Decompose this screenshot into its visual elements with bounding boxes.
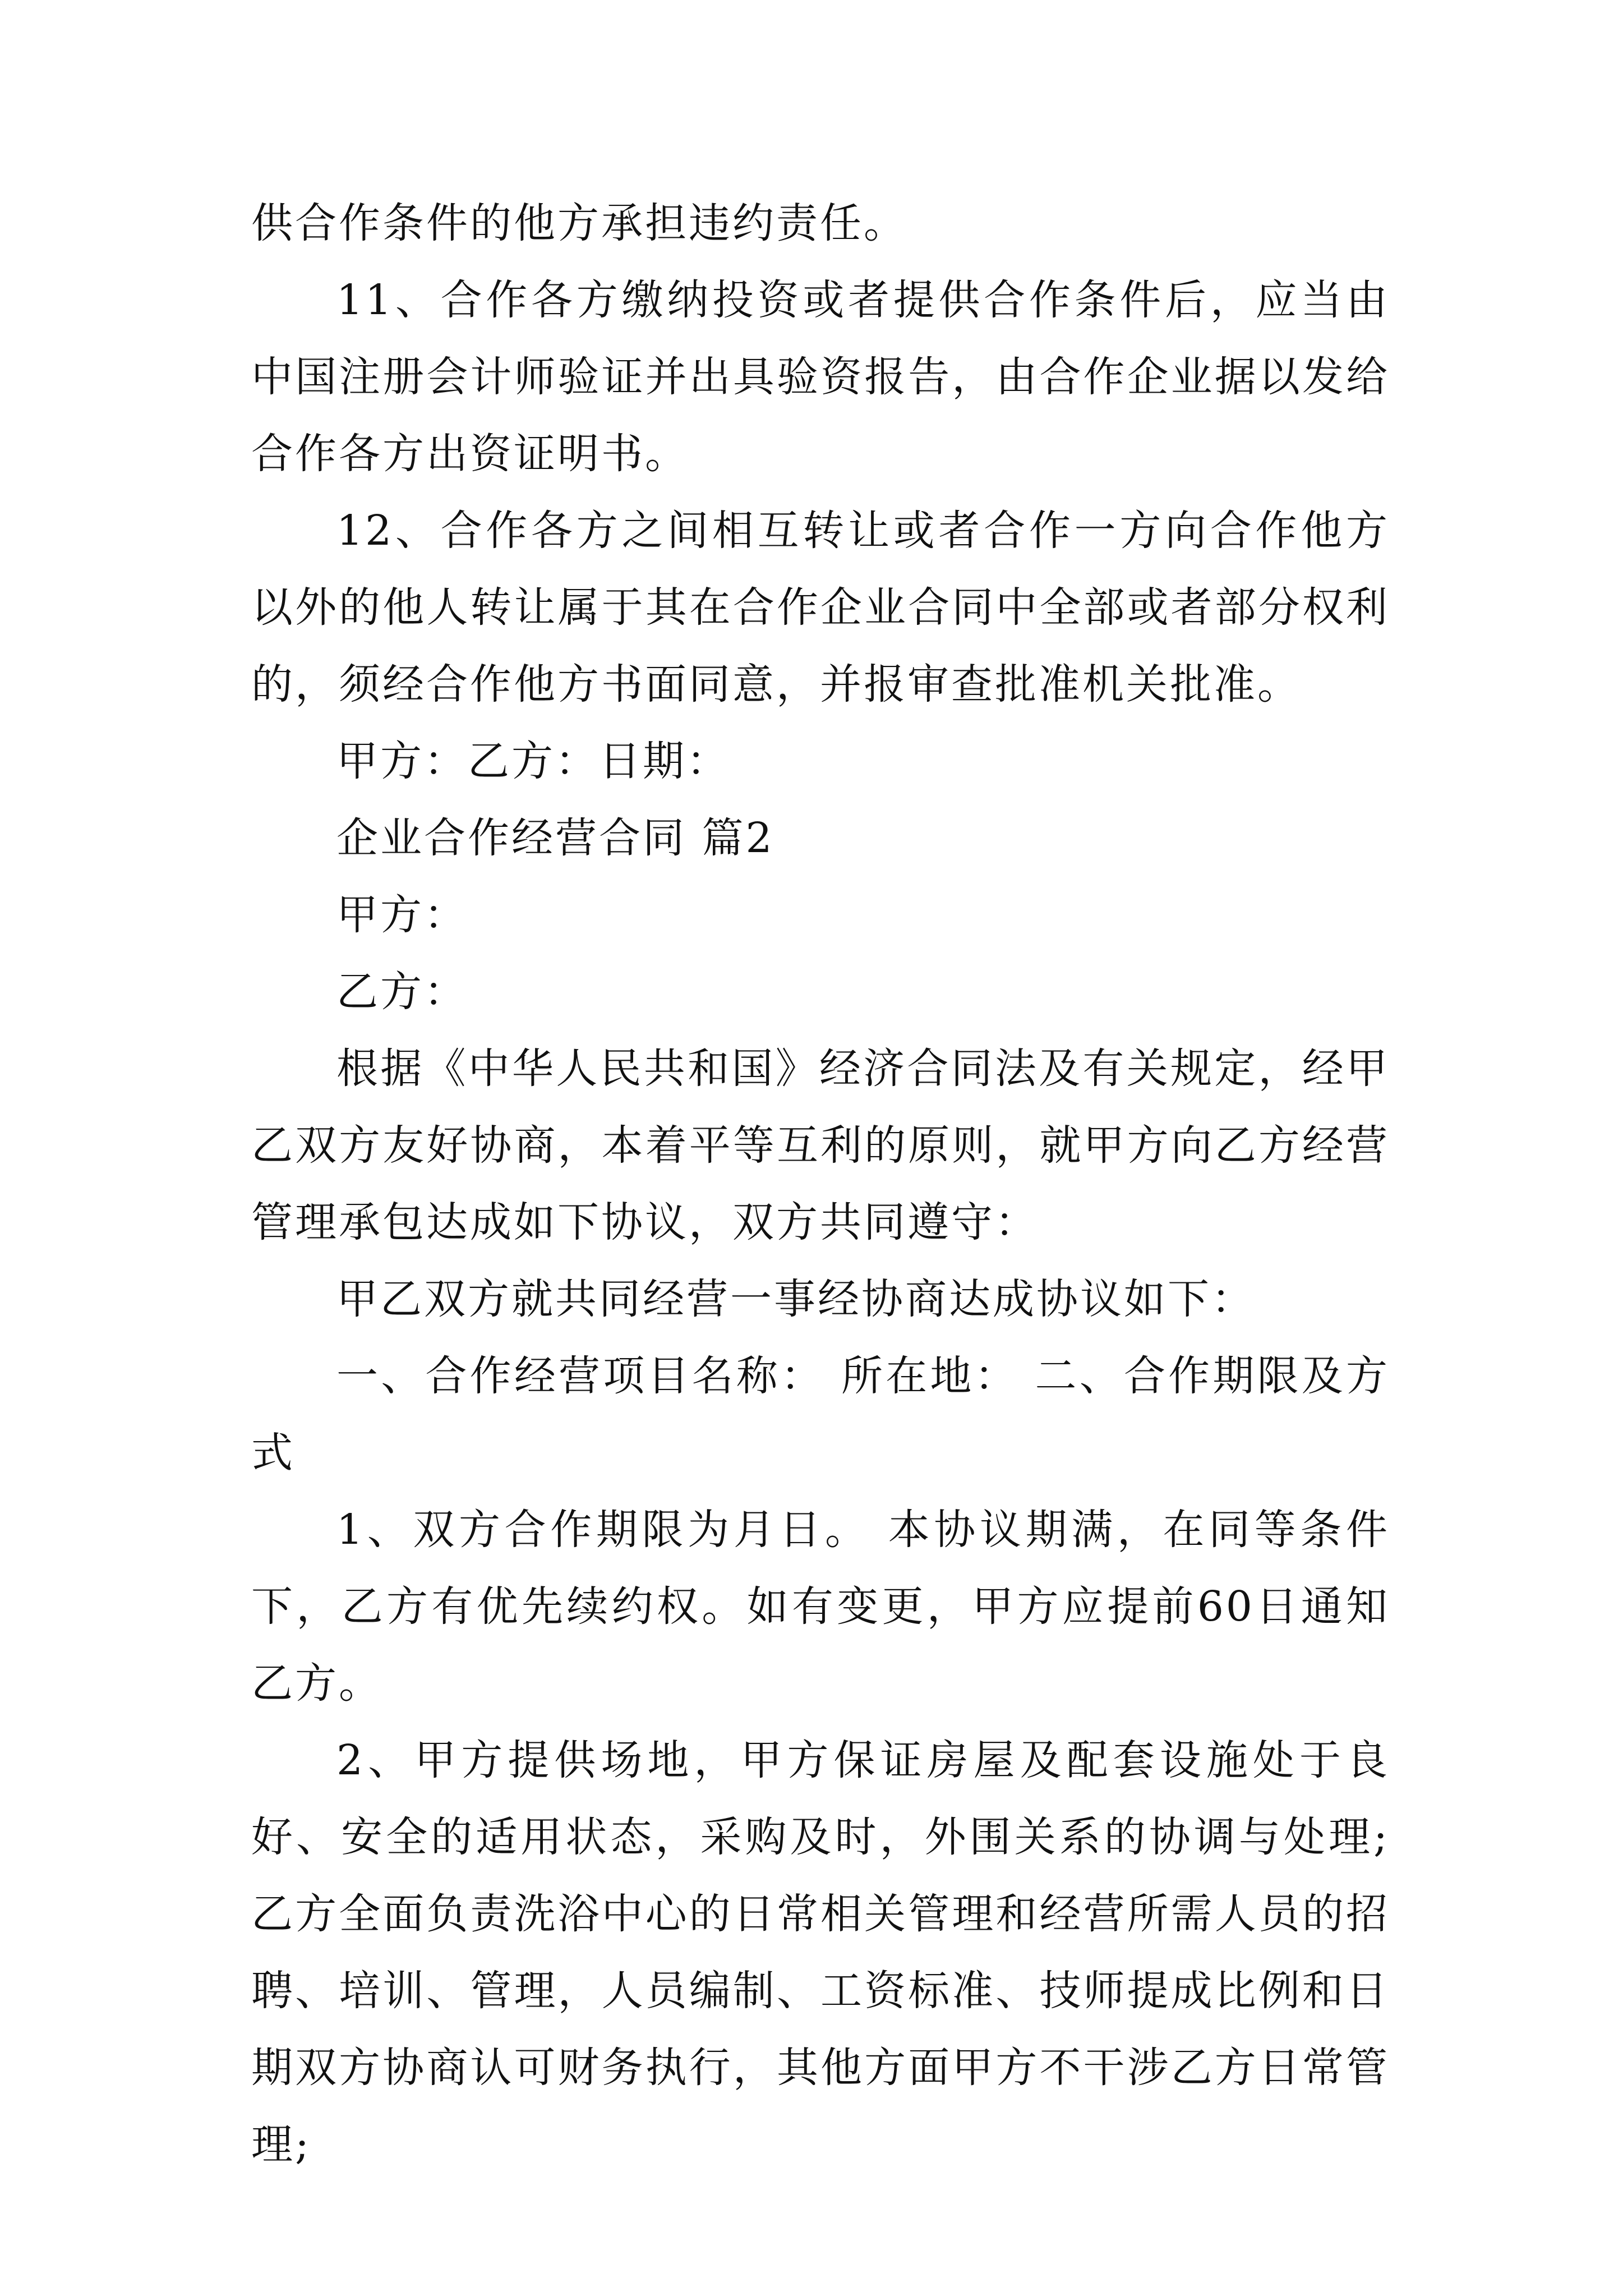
- paragraph: 供合作条件的他方承担违约责任。: [251, 199, 907, 247]
- paragraph: 12、合作各方之间相互转让或者合作一方向合作他方以外的他人转让属于其在合作企业合同中全部或者部分权利的，须经合作他方书面同意，并报审查批准机关批准。: [251, 507, 1390, 708]
- signature-line: 甲方：乙方：日期：: [336, 737, 730, 785]
- paragraph: 甲乙双方就共同经营一事经协商达成协议如下：: [336, 1275, 1255, 1323]
- paragraph: 11、合作各方缴纳投资或者提供合作条件后，应当由中国注册会计师验证并出具验资报告，由合作企业据以发给合作各方出资证明书。: [251, 276, 1390, 478]
- paragraph: 一、合作经营项目名称： 所在地： 二、合作期限及方式: [251, 1352, 1390, 1477]
- party-a-line: 甲方：: [336, 891, 468, 939]
- party-b-line: 乙方：: [336, 968, 468, 1016]
- section-heading: 企业合作经营合同 篇2: [336, 814, 774, 862]
- paragraph: 根据《中华人民共和国》经济合同法及有关规定，经甲乙双方友好协商，本着平等互利的原则，就甲方向乙方经营管理承包达成如下协议，双方共同遵守：: [251, 1045, 1390, 1246]
- paragraph: 2、甲方提供场地，甲方保证房屋及配套设施处于良好、安全的适用状态，采购及时，外围关系的协调与处理;乙方全面负责洗浴中心的日常相关管理和经营所需人员的招聘、培训、管理，人员编制、工资标准、技师提成比例和日期双方协商认可财务执行，其他方面甲方不干涉乙方日常管理;: [251, 1736, 1390, 2169]
- paragraph: 1、双方合作期限为月日。 本协议期满，在同等条件下，乙方有优先续约权。如有变更，甲方应提前60日通知乙方。: [251, 1506, 1390, 1708]
- document-body: [251, 185, 1390, 2183]
